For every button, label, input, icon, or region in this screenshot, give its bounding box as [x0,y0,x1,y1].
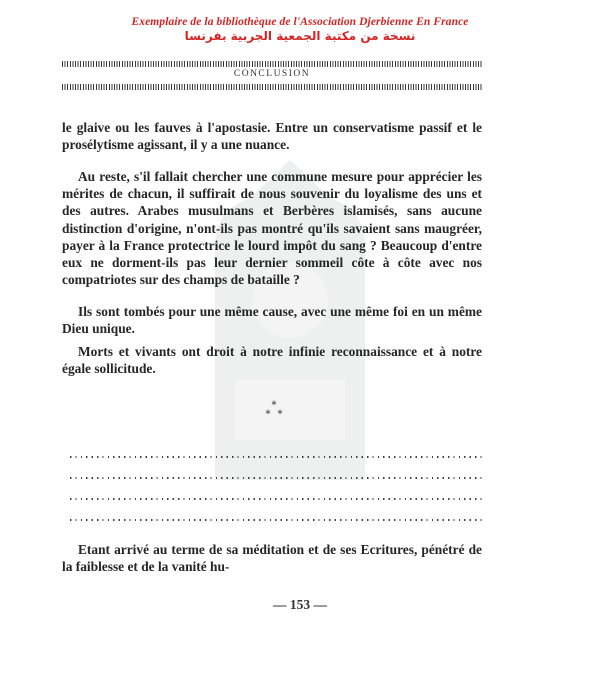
header-rule-bottom [62,84,482,90]
running-head: CONCLUSION [233,69,311,79]
paragraph-text: Morts et vivants ont droit à notre infinie reconnaissance et à notre égale sollicitude. [62,344,482,377]
paragraph-text: le glaive ou les fauves à l'apostasie. Entre un conservatisme passif et le prosélytisme agissant, il y a une nuance. [62,120,482,153]
paragraph-text: Ils sont tombés pour une même cause, avec une même foi en un même Dieu unique. [62,304,482,337]
library-stamp-french: Exemplaire de la bibliothèque de l'Association Djerbienne En France [131,16,469,28]
paragraph-continuation [62,119,482,153]
header-rule-top [62,61,482,67]
dotted-line [70,477,486,479]
library-stamp [0,16,600,43]
paragraph-ending [62,541,482,575]
svg-text:*: * [265,409,271,420]
paragraph-same-cause [62,303,482,337]
dotted-line [70,519,486,521]
svg-text:*: * [271,400,277,411]
dotted-line [70,498,486,500]
paragraph-gratitude [62,343,482,377]
library-stamp-arabic: نسخة من مكتبة الجمعية الجربية بفرنسا [184,29,416,43]
asterism-separator [262,400,286,420]
paragraph-text: Au reste, s'il fallait chercher une commune mesure pour apprécier les mérites de chacun, il suffirait de nous souvenir du loyalisme des uns et des autres. Arabes musulmans et Berbères islamisés, sans aucune distinction d'origine, n'ont-ils pas montré qu'ils savaient sans maugréer, payer à la France protectrice le lourd impôt du sang ? Beaucoup d'entre eux ne dorment-ils pas leur dernier sommeil côte à côte avec nos compatriotes sur des champs de bataille ? [62,169,482,288]
page-number: — 153 — [273,597,327,612]
paragraph-text: Etant arrivé au terme de sa méditation et de ses Ecritures, pénétré de la faiblesse et de la vanité hu- [62,542,482,575]
svg-text:*: * [277,409,283,420]
paragraph-loyalty [62,168,482,288]
dotted-line [70,456,486,458]
